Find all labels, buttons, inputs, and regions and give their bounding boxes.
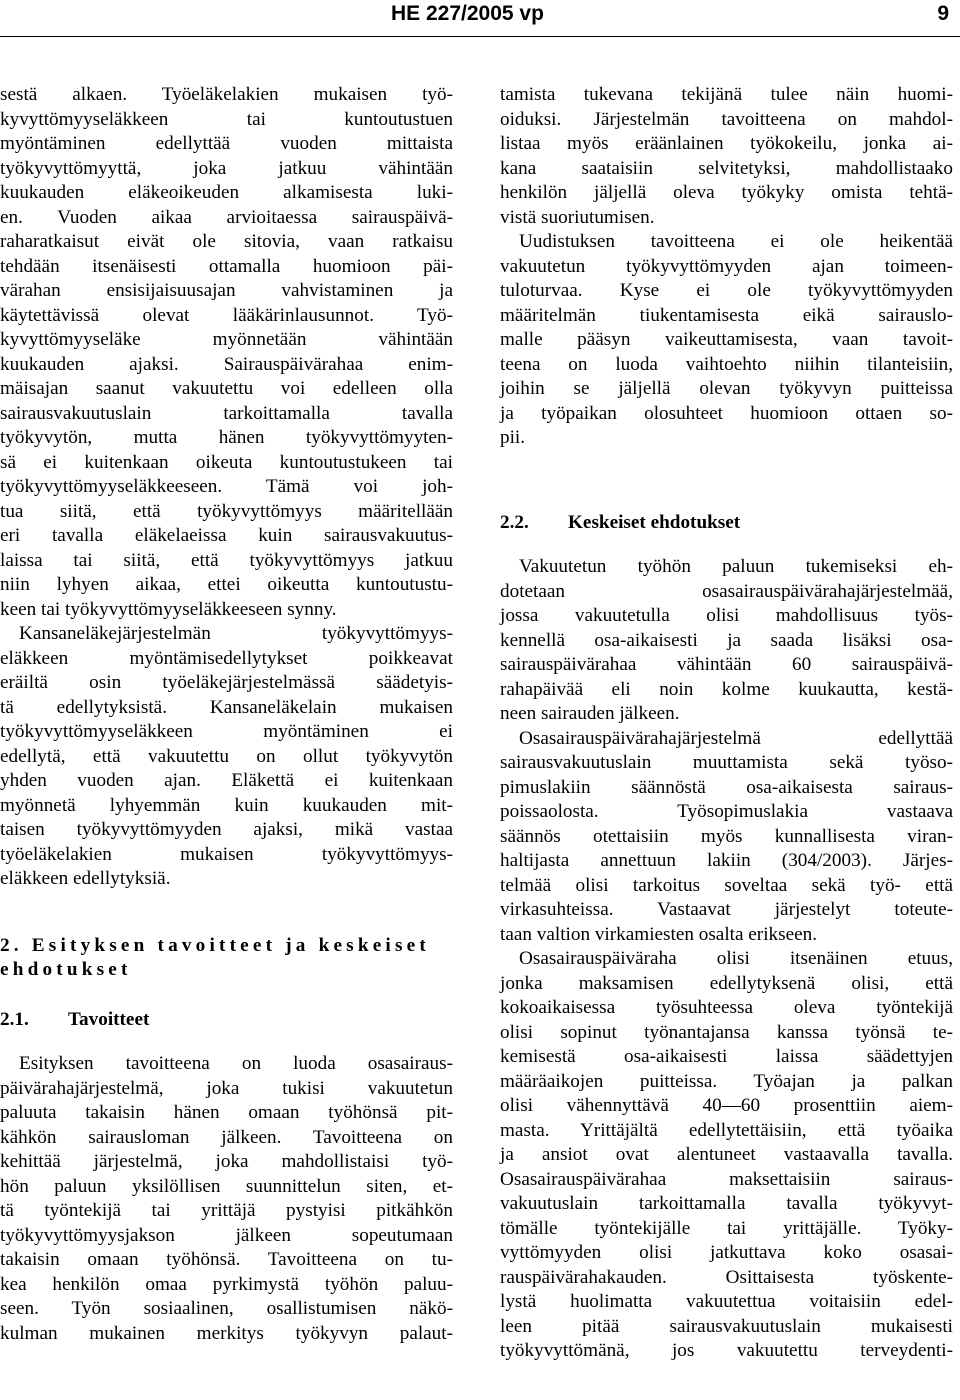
text-line: malle pääsyn vaikeuttamisesta, vaan tavoit- bbox=[500, 329, 953, 350]
text-line: joihin se jäljellä olevan työkyvyn puitteissa bbox=[500, 378, 953, 399]
spacer bbox=[0, 892, 453, 934]
text-line: lystä huolimatta vakuutettua voitaisiin edel- bbox=[500, 1291, 953, 1312]
text-line: leen pitää sairausvakuutuslain mukaisesti bbox=[500, 1315, 953, 1337]
subsection-number: 2.2. bbox=[500, 511, 529, 533]
left-column bbox=[0, 83, 453, 1346]
text-line: eläkkeen myöntämisedellytykset poikkeavat bbox=[0, 647, 453, 669]
section-heading bbox=[0, 934, 453, 983]
text-line: rauspäivärahakauden. Osittaisesta työskente- bbox=[500, 1266, 953, 1288]
text-line: kennellä osa-aikaisesti ja saada lisäksi osa- bbox=[500, 629, 953, 651]
spacer bbox=[500, 451, 953, 511]
paragraph bbox=[500, 727, 953, 948]
paragraph bbox=[500, 83, 953, 230]
text-line: takaisin omaan työhönsä. Tavoitteena on tu- bbox=[0, 1249, 453, 1270]
text-line: tä edellytyksistä. Kansaneläkelain mukaisen bbox=[0, 696, 453, 718]
text-line: taisen työkyvyttömyyden ajaksi, mikä vastaa bbox=[0, 819, 453, 840]
text-line: eläkkeen edellytyksiä. bbox=[0, 868, 171, 889]
text-line: edellytä, että vakuutettu on ollut työkyvytön bbox=[0, 745, 453, 767]
text-line: Osasairauspäivärahajärjestelmä edellyttää bbox=[519, 727, 953, 749]
page-header bbox=[0, 0, 960, 40]
paragraph bbox=[500, 555, 953, 727]
text-line: työkyvyttömänä, jos vakuutettu terveydenti- bbox=[500, 1340, 953, 1361]
text-line: ja työpaikan olosuhteet huomioon ottaen so- bbox=[500, 402, 953, 424]
subsection-title: Tavoitteet bbox=[68, 1008, 150, 1030]
header-rule bbox=[0, 36, 960, 37]
text-line: työkyvyttömyysjakson jälkeen sopeutumaan bbox=[0, 1224, 453, 1246]
text-line: neen sairauden jälkeen. bbox=[500, 703, 680, 724]
text-line: tuloturvaa. Kyse ei ole työkyvyttömyyden bbox=[500, 280, 953, 301]
text-line: kuukauden eläkeoikeuden alkamisesta luki- bbox=[0, 182, 453, 203]
text-line: myönnetä lyhyemmän kuin kuukauden mit- bbox=[0, 794, 453, 816]
text-line: jonka maksamisen edellytyksenä olisi, että bbox=[500, 972, 953, 994]
paragraph bbox=[500, 947, 953, 1364]
text-line: sairausvakuutuslain muuttamista sekä työso- bbox=[500, 752, 953, 773]
text-line: niin lyhyen aikaa, ettei oikeutta kuntoutustu- bbox=[0, 574, 453, 595]
text-line: virkasuhteissa. Vastaavat järjestelyt toteute- bbox=[500, 899, 953, 920]
text-line: tä työntekijä tai yrittäjä pystyisi pitkähkön bbox=[0, 1200, 453, 1221]
text-line: paluuta takaisin hänen omaan työhönsä pit- bbox=[0, 1102, 453, 1123]
paragraph bbox=[0, 83, 453, 622]
text-line: kemisestä osa-aikaisesti laissa säädettyjen bbox=[500, 1046, 953, 1067]
text-line: poissaolosta. Työsopimuslakia vastaava bbox=[500, 801, 953, 822]
text-line: teena on luoda vaihtoehto niihin tilanteisiin, bbox=[500, 353, 953, 375]
text-line: tua siitä, että työkyvyttömyys määritellään bbox=[0, 500, 453, 522]
text-line: yhden vuoden ajan. Eläkettä ei kuitenkaan bbox=[0, 770, 453, 791]
text-line: kokoaikaisessa työsuhteessa oleva työntekijä bbox=[500, 997, 953, 1018]
text-line: hön paluun yksilöllisen suunnittelun siten, et- bbox=[0, 1175, 453, 1197]
text-line: mäisajan saanut vakuutettu voi edelleen olla bbox=[0, 378, 453, 399]
heading-line: 2. Esityksen tavoitteet ja keskeiset bbox=[0, 934, 430, 956]
spacer bbox=[0, 1032, 453, 1052]
text-line: työkyvyttömyyseläkkeen myöntäminen ei bbox=[0, 721, 453, 742]
text-line: työkyvytön, mutta hänen työkyvyttömyyten- bbox=[0, 427, 453, 448]
text-line: sairauspäivärahaa vähintään 60 sairauspäivä- bbox=[500, 654, 953, 675]
text-line: dotetaan osasairauspäivärahajärjestelmää, bbox=[500, 580, 953, 602]
text-line: haltijasta annettuun lakiin (304/2003). Järjes- bbox=[500, 850, 953, 871]
subsection-heading bbox=[0, 1008, 453, 1033]
page-number: 9 bbox=[937, 2, 949, 25]
text-line: tömälle työntekijälle tai yrittäjälle. Työky- bbox=[500, 1217, 953, 1239]
text-line: kea henkilön omaa pyrkimystä työhön paluu- bbox=[0, 1273, 453, 1295]
text-line: Osasairauspäiväraha olisi itsenäinen etuus, bbox=[519, 948, 953, 969]
text-line: oiduksi. Järjestelmän tavoitteena on mahdol- bbox=[500, 108, 953, 130]
text-line: kähkön sairausloman jälkeen. Tavoitteena on bbox=[0, 1126, 453, 1148]
text-line: Vakuutetun työhön paluun tukemiseksi eh- bbox=[519, 556, 953, 577]
paragraph bbox=[0, 622, 453, 892]
text-line: kyvyttömyyseläkkeen tai kuntoutustuen bbox=[0, 108, 453, 130]
text-line: listaa myös eräänlainen työkokeilu, jonka ai- bbox=[500, 133, 953, 154]
text-line: vakuutetun työkyvyttömyyden ajan toimeen- bbox=[500, 255, 953, 277]
text-line: päivärahajärjestelmä, joka tukisi vakuutetun bbox=[0, 1077, 453, 1099]
text-line: vyttömyyden olisi jatkuttava koko osasai- bbox=[500, 1242, 953, 1263]
paragraph bbox=[0, 1052, 453, 1346]
right-column bbox=[500, 83, 953, 1364]
text-line: rahapäivää eli noin kolme kuukautta, kestä- bbox=[500, 678, 953, 700]
subsection-number: 2.1. bbox=[0, 1008, 29, 1030]
text-line: kehittää järjestelmä, joka mahdollistaisi työ- bbox=[0, 1151, 453, 1172]
text-line: seen. Työn sosiaalinen, osallistumisen näkö- bbox=[0, 1298, 453, 1319]
text-line: myöntäminen edellyttää vuoden mittaista bbox=[0, 133, 453, 154]
text-line: vistä suoriutumisen. bbox=[500, 206, 655, 228]
text-line: työkyvyttömyyseläkkeeseen. Tämä voi joh- bbox=[0, 476, 453, 497]
text-line: jossa vakuutetulla olisi mahdollisuus työs- bbox=[500, 605, 953, 626]
text-line: taan valtion virkamiesten osalta erikseen. bbox=[500, 923, 818, 945]
spacer bbox=[0, 983, 453, 1008]
text-line: työkyvyttömyyttä, joka jatkuu vähintään bbox=[0, 157, 453, 179]
text-line: sairausvakuutuslain tarkoittamalla tavalla bbox=[0, 402, 453, 424]
text-line: määräaikojen puitteissa. Työajan ja palkan bbox=[500, 1070, 953, 1092]
text-line: eri tavalla eläkelaeissa kuin sairausvakuutus- bbox=[0, 525, 453, 546]
spacer bbox=[500, 535, 953, 555]
text-line: raharatkaisut eivät ole sitovia, vaan ratkaisu bbox=[0, 231, 453, 252]
text-line: Osasairauspäivärahaa maksettaisiin sairaus- bbox=[500, 1168, 953, 1190]
paragraph bbox=[500, 230, 953, 451]
text-line: käytettävissä olevat lääkärinlausunnot. Työ- bbox=[0, 304, 453, 326]
text-line: vakuutuslain tarkoittamalla tavalla työkyvyt- bbox=[500, 1193, 953, 1214]
text-line: työeläkelakien mukaisen työkyvyttömyys- bbox=[0, 843, 453, 865]
text-line: sestä alkaen. Työeläkelakien mukaisen työ- bbox=[0, 84, 453, 105]
text-line: sä ei kuitenkaan oikeuta kuntoutustukeen tai bbox=[0, 451, 453, 473]
document-id: HE 227/2005 vp bbox=[391, 2, 544, 25]
text-line: tehdään itsenäisesti ottamalla huomioon päi- bbox=[0, 255, 453, 277]
text-line: määritelmän tiukentamisesta eikä sairauslo- bbox=[500, 304, 953, 326]
text-line: pimuslakiin säännöstä osa-aikaisesta sairaus- bbox=[500, 776, 953, 798]
text-line: henkilön jäljellä oleva työkyky omista tehtä- bbox=[500, 182, 953, 203]
text-line: eräiltä osin työeläkejärjestelmässä säädetyis- bbox=[0, 672, 453, 693]
heading-line: ehdotukset bbox=[0, 959, 132, 980]
text-line: Kansaneläkejärjestelmän työkyvyttömyys- bbox=[19, 623, 453, 644]
text-line: ja ansiot ovat alentuneet vastaavalla tavalla. bbox=[500, 1144, 953, 1165]
text-line: telmää olisi tarkoitus soveltaa sekä työ- että bbox=[500, 874, 953, 896]
text-line: en. Vuoden aikaa arvioitaessa sairauspäivä- bbox=[0, 206, 453, 228]
text-line: laissa tai siitä, että työkyvyttömyys jatkuu bbox=[0, 549, 453, 571]
text-line: masta. Yrittäjältä edellytettäisiin, että työaika bbox=[500, 1119, 953, 1141]
text-line: kana saataisiin selvitetyksi, mahdollistaako bbox=[500, 157, 953, 179]
text-line: kyvyttömyyseläke myönnetään vähintään bbox=[0, 329, 453, 350]
text-line: keen tai työkyvyttömyyseläkkeeseen synny. bbox=[0, 598, 337, 620]
text-line: olisi sopinut työnantajansa kanssa työnsä te- bbox=[500, 1021, 953, 1043]
text-line: olisi vähennyttävä 40—60 prosenttiin aiem- bbox=[500, 1095, 953, 1116]
text-line: pii. bbox=[500, 427, 526, 448]
text-line: Esityksen tavoitteena on luoda osasairaus- bbox=[19, 1053, 453, 1074]
text-line: tamista tukevana tekijänä tulee näin huomi- bbox=[500, 84, 953, 105]
text-line: säännös otettaisiin myös kunnallisesta viran- bbox=[500, 825, 953, 847]
text-line: kuukauden ajaksi. Sairauspäivärahaa enim- bbox=[0, 353, 453, 375]
text-line: värahan ensisijaisuusajan vahvistaminen ja bbox=[0, 280, 453, 301]
subsection-title: Keskeiset ehdotukset bbox=[568, 511, 741, 533]
subsection-heading bbox=[500, 511, 953, 536]
text-line: kulman mukainen merkitys työkyvyn palaut- bbox=[0, 1322, 453, 1344]
text-line: Uudistuksen tavoitteena ei ole heikentää bbox=[519, 231, 953, 252]
